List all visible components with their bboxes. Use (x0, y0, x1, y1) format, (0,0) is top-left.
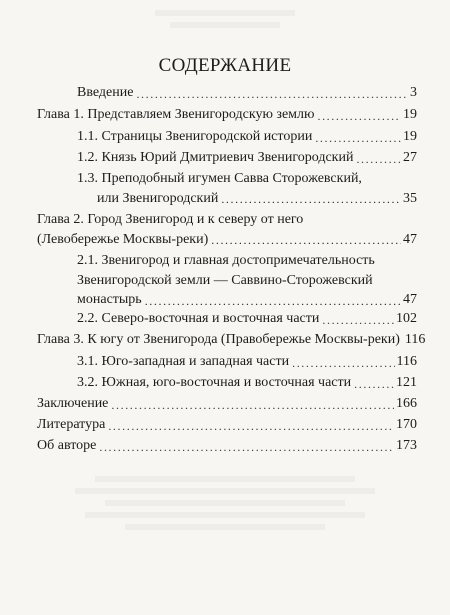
toc-entry-title: Введение (77, 85, 134, 100)
toc-entry-title-line: монастырь (77, 292, 142, 307)
toc-entry-title-line: Звенигородской земли — Саввино-Сторожевский (77, 272, 373, 288)
toc-entry-about-author[interactable] (37, 436, 417, 456)
toc-entry-title: 2.2. Северо-восточная и восточная части (77, 311, 320, 326)
toc-entry-title: 3.2. Южная, юго-восточная и восточная части (77, 375, 352, 390)
toc-entry-title-line: Глава 2. Город Звенигород и к северу от него (37, 212, 304, 227)
leader-dots (354, 375, 394, 393)
leader-dots (111, 396, 394, 414)
toc-entry-literature[interactable] (37, 415, 417, 435)
toc-entry-title: Глава 1. Представляем Звенигородскую землю (37, 107, 315, 122)
toc-entry-section-1-1[interactable] (77, 127, 417, 147)
toc-entry-section-2-1[interactable] (77, 251, 417, 310)
toc-entry-page: 35 (403, 190, 417, 206)
toc-entry-title: 1.1. Страницы Звенигородской истории (77, 129, 313, 144)
toc-entry-title-line: 1.3. Преподобный игумен Савва Сторожевский, (77, 171, 362, 186)
toc-entry-chapter-2[interactable] (37, 210, 417, 249)
leader-dots (356, 150, 401, 168)
toc-entry-section-1-3[interactable] (77, 169, 417, 208)
toc-entry-page: 19 (403, 107, 417, 122)
leader-dots (221, 190, 401, 208)
toc-entry-chapter-1[interactable] (37, 105, 417, 125)
leader-dots (99, 438, 394, 456)
toc-entry-page: 116 (404, 332, 426, 347)
toc-entry-section-3-2[interactable] (77, 373, 417, 393)
toc-entry-page: 47 (403, 231, 417, 247)
page-title: СОДЕРЖАНИЕ (158, 54, 292, 76)
toc-entry-section-1-2[interactable] (77, 148, 417, 168)
toc-entry-conclusion[interactable] (37, 394, 417, 414)
toc-entry-intro[interactable] (77, 83, 417, 103)
bleed-through-text-bottom (0, 470, 450, 536)
toc-entry-title-line: 2.1. Звенигород и главная достопримечательность (77, 253, 375, 268)
toc-entry-title-line: или Звенигородский (97, 190, 219, 206)
toc-entry-title: Заключение (37, 396, 109, 411)
toc-entry-title-line: (Левобережье Москвы-реки) (37, 231, 209, 247)
toc-entry-page: 166 (396, 396, 417, 411)
toc-entry-page: 116 (396, 354, 417, 369)
leader-dots (145, 292, 401, 310)
toc-entry-title: 3.1. Юго-западная и западная части (77, 354, 290, 369)
toc-entry-chapter-3[interactable] (37, 330, 426, 350)
leader-dots (136, 85, 408, 103)
toc-entry-page: 170 (396, 417, 417, 432)
toc-entry-page: 102 (396, 311, 417, 326)
toc-entry-title: Литература (37, 417, 106, 432)
toc-entry-section-3-1[interactable] (77, 352, 417, 372)
leader-dots (108, 417, 394, 435)
toc-entry-section-2-2[interactable] (77, 309, 417, 329)
toc-entry-title: 1.2. Князь Юрий Дмитриевич Звенигородский (77, 150, 354, 165)
leader-dots (211, 231, 401, 249)
toc-entry-title: Об авторе (37, 438, 97, 453)
leader-dots (317, 107, 401, 125)
leader-dots (322, 311, 394, 329)
toc-entry-page: 3 (410, 85, 417, 100)
toc-entry-page: 173 (396, 438, 417, 453)
toc-entry-title: Глава 3. К югу от Звенигорода (Правобережье Москвы-реки) (37, 332, 400, 347)
toc-entry-page: 19 (403, 129, 417, 144)
toc-entry-page: 47 (403, 292, 417, 307)
toc-entry-page: 121 (396, 375, 417, 390)
bleed-through-text-top (0, 4, 450, 34)
leader-dots (292, 354, 394, 372)
toc-entry-page: 27 (403, 150, 417, 165)
leader-dots (315, 129, 401, 147)
